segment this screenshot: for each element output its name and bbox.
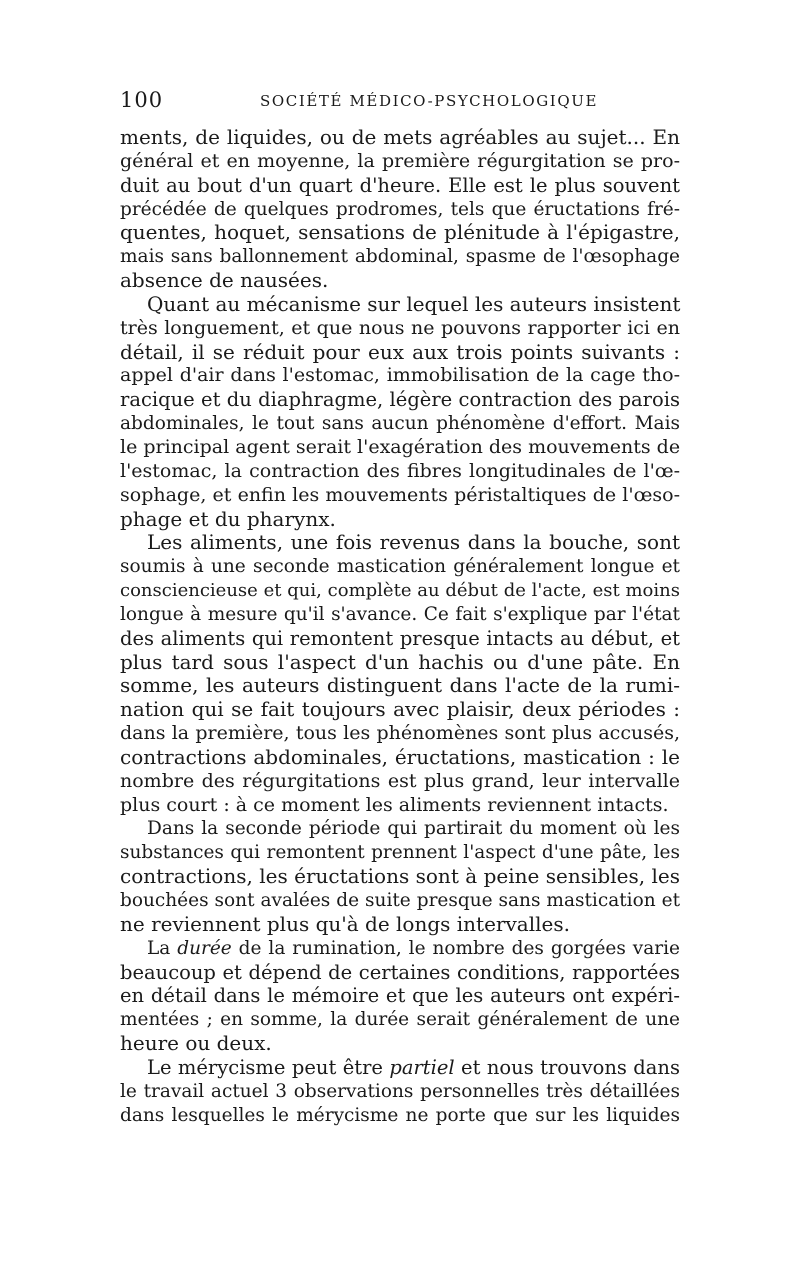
text-line: longue à mesure qu'il s'avance. Ce fait s'explique par l'état — [120, 603, 680, 625]
text-line: des aliments qui remontent presque intacts au début, et — [120, 626, 680, 650]
text-line: Dans la seconde période qui partirait du moment où les — [147, 818, 680, 840]
text-line: l'estomac, la contraction des fibres longitudinales de l'œ- — [120, 459, 680, 482]
text-line: général et en moyenne, la première régurgitation se pro- — [120, 149, 680, 172]
text-line: contractions abdominales, éructations, mastication : le — [120, 744, 680, 769]
text-line: soumis à une seconde mastication généralement longue et — [120, 556, 680, 578]
text-line: mais sans ballonnement abdominal, spasme de l'œsophage — [120, 246, 680, 268]
text-line: mentées ; en somme, la durée serait généralement de une — [120, 1009, 680, 1031]
text-line: duit au bout d'un quart d'heure. Elle est le plus souvent — [120, 173, 680, 197]
text-line: nation qui se fait toujours avec plaisir, deux périodes : — [120, 697, 680, 722]
line-text: de la rumination, le nombre des gorgées varie — [231, 937, 680, 959]
line-text: et nous trouvons dans — [454, 1055, 680, 1079]
text-line: précédée de quelques prodromes, tels que éructations fré- — [120, 198, 680, 220]
text-line: racique et du diaphragme, légère contraction des parois — [120, 388, 680, 412]
text-line: absence de nausées. — [120, 268, 329, 293]
running-title: SOCIÉTÉ MÉDICO-PSYCHOLOGIQUE — [260, 92, 599, 110]
text-line: abdominales, le tout sans aucun phénomène d'effort. Mais — [120, 413, 680, 435]
running-header — [120, 88, 680, 114]
text-line-partiel — [120, 1056, 680, 1080]
text-line: dans lesquelles le mérycisme ne porte que sur les liquides — [120, 1104, 680, 1126]
text-line-durée — [120, 937, 680, 961]
text-line: contractions, les éructations sont à peine sensibles, les — [120, 864, 680, 889]
text-line: très longuement, et que nous ne pouvons rapporter ici en — [120, 316, 680, 339]
text-line: plus court : à ce moment les aliments reviennent intacts. — [120, 793, 669, 816]
text-line: dans la première, tous les phénomènes sont plus accusés, — [120, 722, 680, 745]
text-line: sophage, et enfin les mouvements péristaltiques de l'œso- — [120, 483, 680, 506]
text-line: nombre des régurgitations est plus grand, leur intervalle — [120, 769, 680, 792]
text-line: consciencieuse et qui, complète au début de l'acte, est moins — [120, 580, 680, 602]
line-text: Le mérycisme peut être — [147, 1055, 390, 1079]
text-line: détail, il se réduit pour eux aux trois points suivants : — [120, 339, 680, 364]
text-line: le principal agent serait l'exagération des mouvements de — [120, 435, 681, 458]
page-number: 100 — [120, 88, 164, 112]
text-line: somme, les auteurs distinguent dans l'acte de la rumi- — [120, 673, 680, 698]
text-line: le travail actuel 3 observations personnelles très détaillées — [120, 1080, 680, 1102]
text-line: quentes, hoquet, sensations de plénitude à l'épigastre, — [120, 220, 680, 245]
text-line: ne reviennent plus qu'à de longs intervalles. — [120, 911, 570, 936]
text-line: bouchées sont avalées de suite presque sans mastication et — [120, 890, 680, 911]
text-line: en détail dans le mémoire et que les auteurs ont expéri- — [120, 984, 680, 1008]
italic-term: partiel — [389, 1055, 455, 1079]
line-text: La — [147, 937, 178, 959]
text-line: ments, de liquides, ou de mets agréables au sujet... En — [120, 125, 680, 149]
text-line: substances qui remontent prennent l'aspect d'une pâte, les — [120, 842, 680, 864]
text-line: appel d'air dans l'estomac, immobilisation de la cage tho- — [120, 364, 680, 387]
text-line: Les aliments, une fois revenus dans la bouche, sont — [147, 530, 680, 555]
text-line: beaucoup et dépend de certaines conditions, rapportées — [120, 960, 680, 984]
text-line: phage et du pharynx. — [120, 506, 336, 531]
text-line: heure ou deux. — [120, 1031, 272, 1056]
body-text — [120, 126, 680, 1127]
text-line: Quant au mécanisme sur lequel les auteurs insistent — [147, 291, 681, 316]
italic-term: durée — [177, 937, 232, 959]
text-line: plus tard sous l'aspect d'un hachis ou d'une pâte. En — [120, 649, 680, 674]
